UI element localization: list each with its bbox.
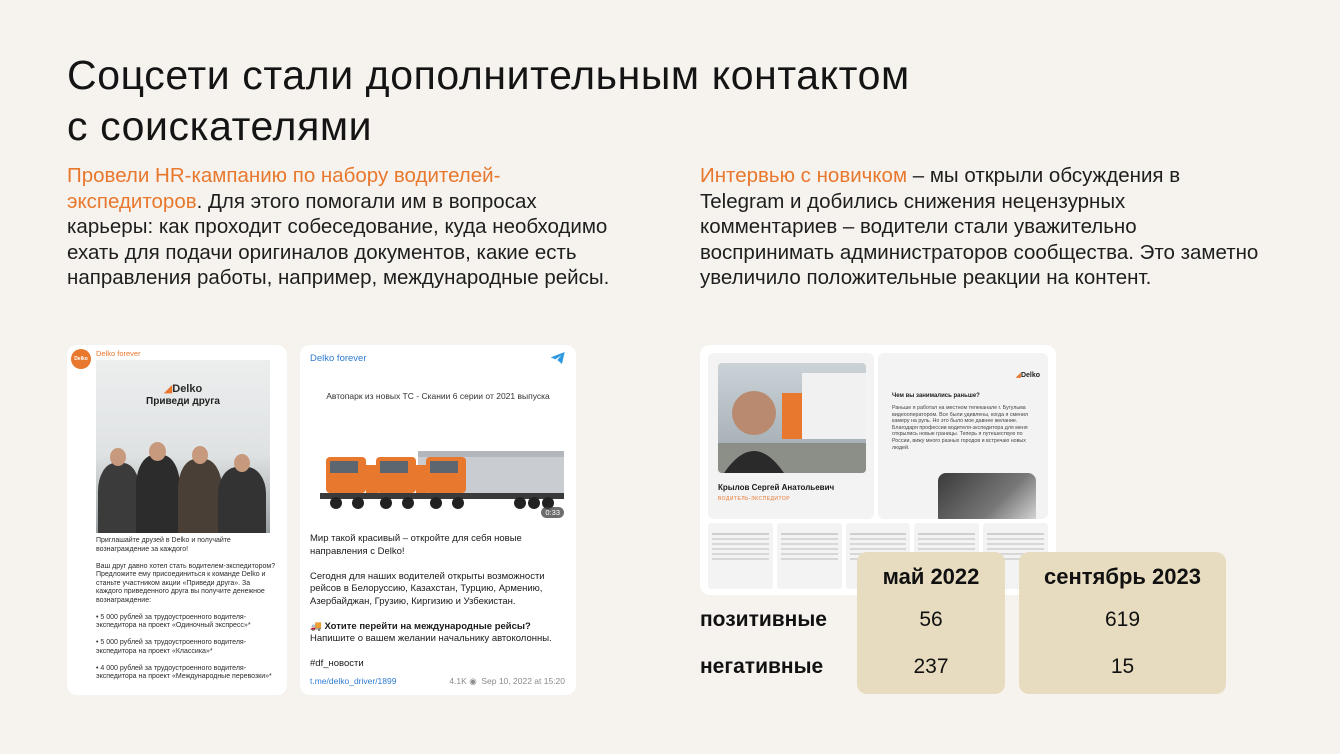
post-date: Sep 10, 2022 at 15:20 — [481, 676, 565, 686]
interview-highlight: Интервью с новичком — [700, 164, 908, 187]
post-link[interactable]: t.me/delko_driver/1899 — [310, 676, 397, 686]
stats-label-positive: позитивные — [700, 608, 827, 631]
post-meta — [449, 676, 565, 687]
driver-name: Крылов Сергей Анатольевич — [718, 483, 835, 492]
view-count: 4.1K — [449, 676, 467, 686]
hr-campaign-text: . Для этого помогали им в вопросах карьеры: как проходит собеседование, куда необходимо ехать для подачи оригиналов документов, какие есть направления работы, например, международные рейсы. — [67, 189, 610, 289]
post-paragraph: Приглашайте друзей в Delko и получайте вознаграждение за каждого! — [96, 537, 231, 553]
stats-negative-may-2022: 237 — [913, 655, 949, 678]
stats-header-sep-2023: сентябрь 2023 — [1044, 564, 1201, 589]
image-caption: Приведи друга — [146, 396, 220, 407]
post-text — [96, 537, 276, 690]
post-paragraph: • 5 000 рублей за трудоустроенного водителя-экспедитора на проект «Одиночный экспресс»* — [96, 613, 251, 629]
interview-text: – мы открыли обсуждения в Telegram и добились снижения нецензурных комментариев – водители стали уважительно воспринимать администраторов сообщества. Это заметно увеличило положительные реакции на контент. — [700, 164, 1259, 289]
post-bold-line: 🚚 Хотите перейти на международные рейсы? — [310, 620, 531, 632]
post-paragraph — [310, 621, 572, 646]
thumbnail — [708, 523, 773, 589]
vk-post-card[interactable] — [67, 345, 287, 695]
delko-logo: ◢Delko — [1015, 372, 1040, 379]
telegram-post-card[interactable] — [300, 345, 576, 695]
stats-positive-sep-2023: 619 — [1104, 608, 1141, 631]
group-name[interactable]: Delko forever — [96, 349, 141, 358]
post-paragraph: Мир такой красивый – откройте для себя новые направления с Delko! — [310, 533, 522, 557]
post-paragraph: Ваш друг давно хотел стать водителем-экспедитором? Предложите ему присоединиться к команде Delko и станьте участником акции «Приведи друга». За каждого приведенного друга вы получите денежное вознаграждение: — [96, 562, 276, 604]
title-line-2: с соискателями — [67, 103, 373, 149]
driver-photo-panel — [708, 353, 874, 519]
hashtag[interactable]: #df_новости — [310, 658, 364, 669]
interview-answer: Раньше я работал на местном телеканале г. Бугульма видеооператором. Все были удивлены, когда я сменил камеру на руль. Но это было мое давнее желание. Благодаря профессии водителя-экспедитора для меня открылись новые границы. Теперь я путешествую по России, вижу много разных городов и встречаю новых людей. — [892, 405, 1029, 451]
post-paragraph: Сегодня для наших водителей открыты возможности рейсов в Белоруссию, Казахстан, Турцию, Армению, Азербайджан, Грузию, Киргизию и Узбекистан. — [310, 570, 545, 607]
post-line: Напишите о вашем желании начальнику автоколонны. — [310, 633, 552, 644]
stats-label-negative: негативные — [700, 655, 824, 678]
trucks-image — [310, 415, 568, 521]
stats-header-may-2022: май 2022 — [882, 564, 980, 589]
stats-negative-sep-2023: 15 — [1110, 655, 1135, 678]
post-text — [310, 533, 572, 683]
group-avatar[interactable]: Delko — [71, 349, 91, 369]
title-line-1: Соцсети стали дополнительным контактом — [67, 52, 910, 98]
delko-logo: ◢Delko — [163, 383, 203, 395]
thumbnail — [777, 523, 842, 589]
telegram-icon[interactable] — [550, 351, 566, 365]
hr-campaign-paragraph — [67, 163, 627, 291]
driver-photo — [718, 363, 866, 473]
video-duration-badge: 0:33 — [541, 507, 564, 518]
stats-positive-may-2022: 56 — [919, 608, 943, 631]
hr-campaign-highlight: Провели HR-кампанию по набору водителей-экспедиторов — [67, 164, 501, 213]
page-title — [67, 50, 1267, 152]
post-paragraph: • 5 000 рублей за трудоустроенного водителя-экспедитора на проект «Классика»* — [96, 639, 247, 655]
video-preview[interactable] — [310, 415, 568, 521]
interview-paragraph — [700, 163, 1260, 291]
media-caption: Автопарк из новых ТС - Скании 6 серии от 2021 выпуска — [326, 391, 550, 401]
interview-question: Чем вы занимались раньше? — [892, 393, 980, 399]
driver-role: ВОДИТЕЛЬ-ЭКСПЕДИТОР — [718, 496, 791, 502]
channel-name[interactable]: Delko forever — [310, 353, 367, 364]
interview-text-panel — [878, 353, 1048, 519]
post-paragraph: • 4 000 рублей за трудоустроенного водителя-экспедитора на проект «Международные перевозки»* — [96, 664, 272, 680]
post-image[interactable] — [96, 360, 270, 533]
camera-operator-photo — [938, 473, 1036, 519]
eye-icon: ◉ — [469, 676, 477, 686]
